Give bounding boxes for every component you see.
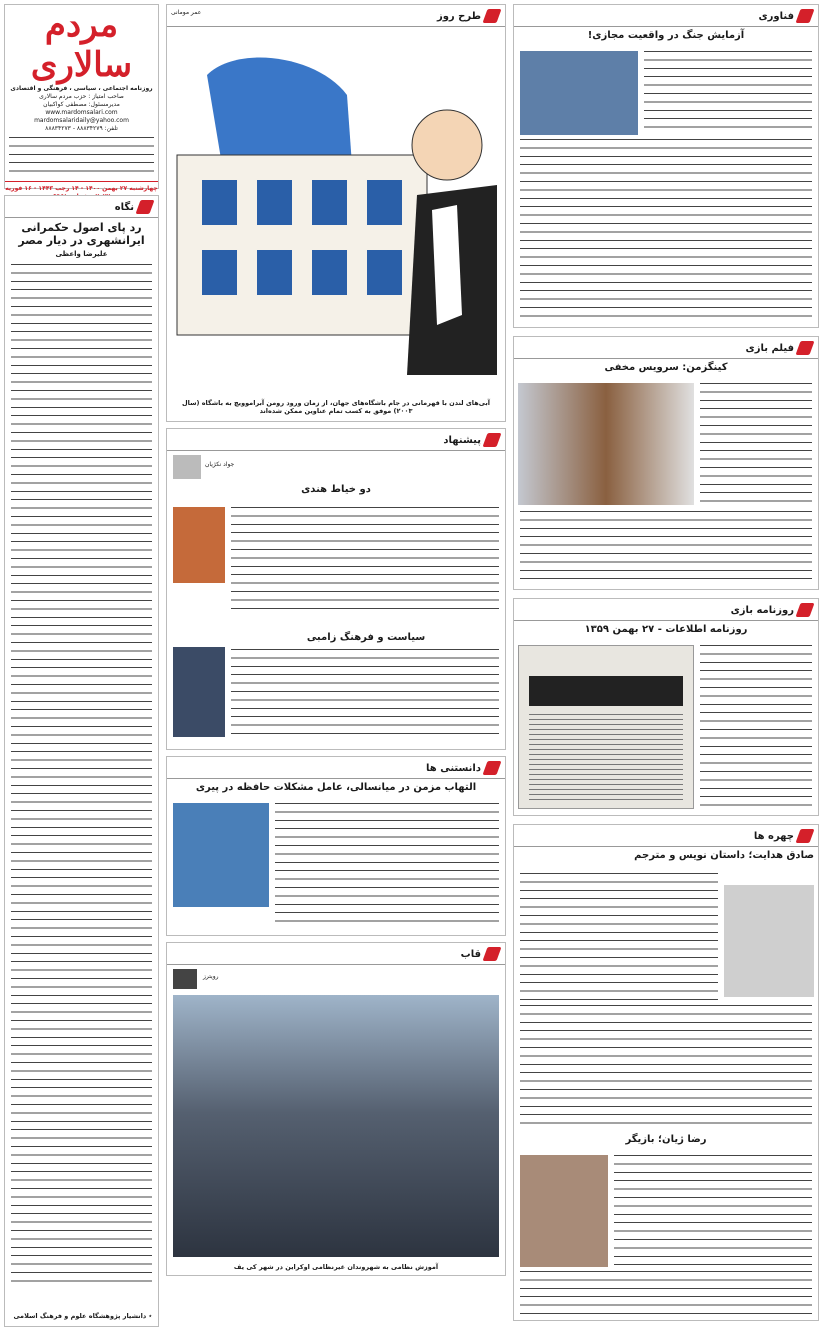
- book1-title: دو خیاط هندی: [301, 484, 371, 495]
- face2-title: رضا ژیان؛ بازیگر: [625, 1134, 707, 1145]
- section-logo-icon: [482, 761, 501, 775]
- masthead-logo: مردم سالاری: [30, 5, 133, 85]
- book1-body: [231, 507, 499, 612]
- section-title: طرح روز: [436, 10, 481, 22]
- section-title: فیلم بازی: [745, 342, 794, 354]
- frame-photo: [173, 995, 499, 1257]
- diary-box: [513, 598, 819, 816]
- masthead: [4, 4, 159, 192]
- cartoon-author: عمر مومانی: [171, 9, 202, 16]
- face1-body-top: [520, 873, 718, 1001]
- middle-column: [166, 4, 506, 1276]
- author-avatar: [173, 455, 201, 479]
- section-logo-icon: [135, 200, 154, 214]
- suggestion-section-header: [167, 429, 505, 451]
- knowledge-box: [166, 756, 506, 936]
- closing-author: ٭ دانشیار پژوهشگاه علوم و فرهنگ اسلامی: [13, 1312, 152, 1320]
- section-title: پیشنهاد: [443, 434, 481, 446]
- film-box: [513, 336, 819, 590]
- cartoon-box: [166, 4, 506, 422]
- diary-body: [700, 645, 812, 809]
- email: mardomsalaridaily@yahoo.com: [34, 117, 129, 124]
- section-logo-icon: [482, 433, 501, 447]
- knowledge-section-header: [167, 757, 505, 779]
- suggest-author: جواد نکژیان: [205, 461, 235, 468]
- tech-body-top: [644, 51, 812, 135]
- note-body: [5, 258, 158, 1290]
- date-line: چهارشنبه ۲۷ بهمن ۱۴۰۰ - ۱۴ رجب ۱۴۴۳ - ۱۶ فوریه: [5, 181, 158, 201]
- book2-title: سیاست و فرهنگ زامبی: [306, 632, 426, 643]
- section-logo-icon: [482, 9, 501, 23]
- film-body: [520, 511, 812, 581]
- note-section-header: [5, 196, 158, 218]
- frame-section-header: [167, 943, 505, 965]
- zhian-portrait: [520, 1155, 608, 1267]
- face1-body: [520, 1005, 812, 1125]
- section-title: قاب: [460, 948, 481, 960]
- section-logo-icon: [795, 341, 814, 355]
- film-poster: [518, 383, 694, 505]
- suggestion-box: [166, 428, 506, 750]
- face2-body: [520, 1271, 812, 1315]
- knowledge-title: التهاب مزمن در میانسالی، عامل مشکلات حافظه در پیری: [195, 782, 477, 793]
- cartoon-section-header: [167, 5, 505, 27]
- note-box: [4, 195, 159, 1327]
- section-logo-icon: [795, 9, 814, 23]
- book2-cover: [173, 647, 225, 737]
- phone: تلفن: ۸۸۸۳۴۲۷۹ - ۸۸۸۳۴۲۷۳: [45, 125, 118, 132]
- camera-icon: [173, 969, 197, 989]
- frame-author: رویترز: [203, 973, 219, 980]
- film-title: کینگزمن: سرویس مخفی: [604, 362, 728, 373]
- hedayat-portrait: [724, 885, 814, 997]
- tech-body: [520, 139, 812, 319]
- frame-box: [166, 942, 506, 1276]
- face2-body-top: [614, 1155, 812, 1267]
- section-title: فناوری: [758, 10, 794, 22]
- diary-title: روزنامه اطلاعات - ۲۷ بهمن ۱۳۵۹: [584, 624, 748, 635]
- section-logo-icon: [795, 603, 814, 617]
- film-section-header: [514, 337, 818, 359]
- brain-image: [173, 803, 269, 907]
- book1-cover: [173, 507, 225, 583]
- book2-body: [231, 649, 499, 739]
- technology-box: [513, 4, 819, 328]
- section-logo-icon: [482, 947, 501, 961]
- section-title: نگاه: [114, 201, 134, 213]
- tech-title: آزمایش جنگ در واقعیت مجازی!: [587, 30, 745, 41]
- newspaper-clipping: [518, 645, 694, 809]
- tech-section-header: [514, 5, 818, 27]
- cartoon-caption: آبی‌های لندن با قهرمانی در جام باشگاه‌های جهان، از زمان ورود رومن آبراموویچ به باشگاه (سال ۲۰۰۳) موفق به کسب تمام عناوین ممکن شده‌اند: [182, 399, 490, 415]
- section-title: دانستنی ها: [426, 762, 481, 774]
- diary-section-header: [514, 599, 818, 621]
- frame-caption: آموزش نظامی به شهروندان غیرنظامی اوکراین در شهر کی یف: [233, 1263, 439, 1271]
- film-body-top: [700, 383, 812, 505]
- cartoon-illustration: [177, 35, 497, 385]
- note-title: رد پای اصول حکمرانی ایرانشهری در دیار مصر: [18, 221, 145, 247]
- publisher-info: صاحب امتیاز : حزب مردم سالاری: [39, 93, 124, 100]
- editor-info: مدیرمسئول: مصطفی کواکبیان: [43, 101, 120, 108]
- website: www.mardomsalari.com: [45, 109, 118, 116]
- right-column: [513, 4, 819, 1321]
- note-author: علیرضا واعظی: [55, 250, 108, 258]
- section-title: چهره ها: [753, 830, 794, 842]
- face1-title: صادق هدایت؛ داستان نویس و مترجم: [634, 850, 814, 861]
- knowledge-body: [275, 803, 499, 928]
- section-logo-icon: [795, 829, 814, 843]
- masthead-lines: [9, 137, 154, 177]
- left-column: [4, 4, 159, 1327]
- faces-box: [513, 824, 819, 1321]
- faces-section-header: [514, 825, 818, 847]
- masthead-tagline: روزنامه اجتماعی ، سیاسی ، فرهنگی و اقتصادی: [10, 85, 153, 92]
- section-title: روزنامه بازی: [730, 604, 794, 616]
- vr-photo: [520, 51, 638, 135]
